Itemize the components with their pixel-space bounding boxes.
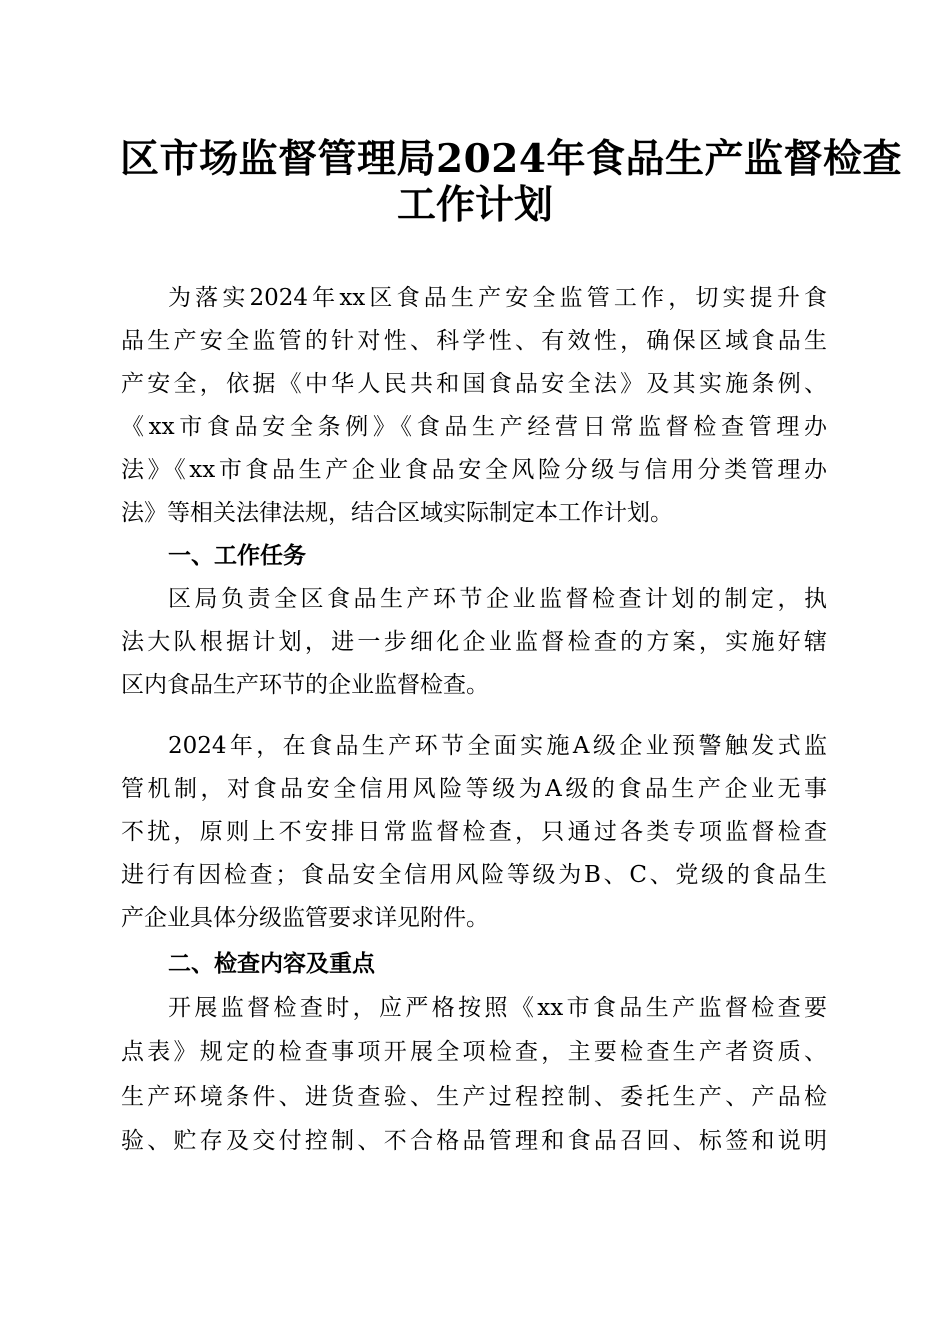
section-2-para-1-line: 生产环境条件、进货查验、生产过程控制、委托生产、产品检 bbox=[121, 1084, 827, 1110]
section-2-para-1-line: 点表》规定的检查事项开展全项检查，主要检查生产者资质、 bbox=[121, 1039, 827, 1065]
section-1-para-2-line: 产企业具体分级监管要求详见附件。 bbox=[121, 905, 489, 931]
section-heading-work-tasks: 一、工作任务 bbox=[168, 543, 306, 569]
intro-line: 产安全，依据《中华人民共和国食品安全法》及其实施条例、 bbox=[121, 371, 827, 397]
section-2-para-1-line: 开展监督检查时，应严格按照《xx市食品生产监督检查要 bbox=[168, 995, 827, 1021]
section-1-para-1-line: 区局负责全区食品生产环节企业监督检查计划的制定，执 bbox=[168, 586, 827, 612]
intro-line: 《xx市食品安全条例》《食品生产经营日常监督检查管理办 bbox=[121, 414, 827, 440]
section-1-para-2-line: 管机制，对食品安全信用风险等级为A级的食品生产企业无事 bbox=[121, 776, 827, 802]
intro-line: 法》《xx市食品生产企业食品安全风险分级与信用分类管理办 bbox=[121, 457, 827, 483]
intro-line: 为落实2024年xx区食品生产安全监管工作，切实提升食 bbox=[168, 285, 827, 311]
section-heading-inspection-content: 二、检查内容及重点 bbox=[168, 951, 375, 977]
document-title-line-1: 区市场监督管理局2024年食品生产监督检查 bbox=[120, 136, 903, 182]
section-1-para-1-line: 法大队根据计划，进一步细化企业监督检查的方案，实施好辖 bbox=[121, 629, 827, 655]
section-1-para-1-line: 区内食品生产环节的企业监督检查。 bbox=[121, 672, 489, 698]
section-2-para-1-line: 验、贮存及交付控制、不合格品管理和食品召回、标签和说明 bbox=[121, 1128, 827, 1154]
section-1-para-2-line: 进行有因检查；食品安全信用风险等级为B、C、党级的食品生 bbox=[121, 862, 827, 888]
section-1-para-2-line: 不扰，原则上不安排日常监督检查，只通过各类专项监督检查 bbox=[121, 819, 827, 845]
document-title-line-2: 工作计划 bbox=[396, 182, 553, 228]
intro-line: 品生产安全监管的针对性、科学性、有效性，确保区域食品生 bbox=[121, 328, 827, 354]
section-1-para-2-line: 2024年，在食品生产环节全面实施A级企业预警触发式监 bbox=[168, 733, 827, 759]
intro-line: 法》等相关法律法规，结合区域实际制定本工作计划。 bbox=[121, 500, 673, 526]
